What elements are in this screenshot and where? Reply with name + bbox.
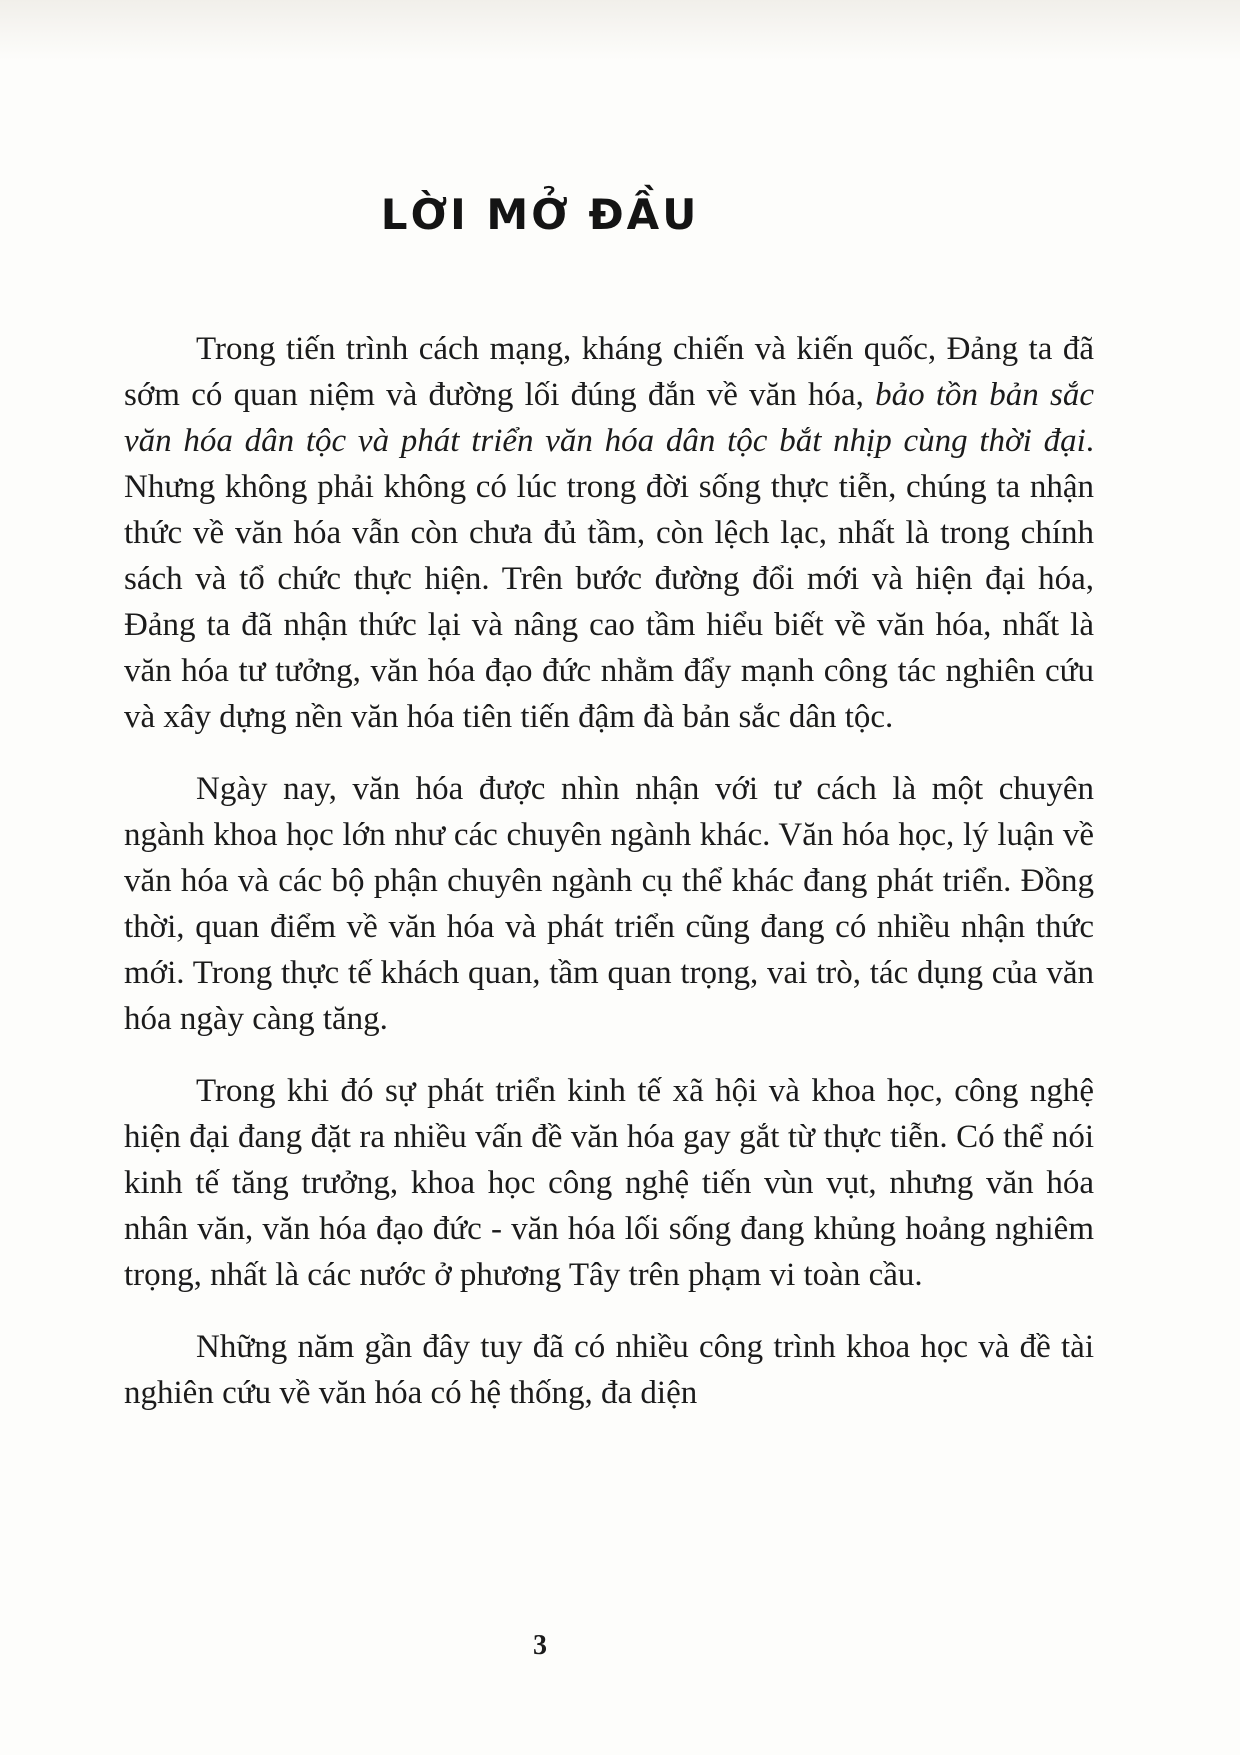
paragraph-1-end: . Nhưng không phải không có lúc trong đời sống thực tiễn, chúng ta nhận thức về văn hóa vẫn còn chưa đủ tầm, còn lệch lạc, nhất là trong chính sách và tổ chức thực hiện. Trên bước đường đổi mới và hiện đại hóa, Đảng ta đã nhận thức lại và nâng cao tầm hiểu biết về văn hóa, nhất là văn hóa tư tưởng, văn hóa đạo đức nhằm đẩy mạnh công tác nghiên cứu và xây dựng nền văn hóa tiên tiến đậm đà bản sắc dân tộc. <box>124 423 1094 735</box>
scan-shadow <box>0 0 1240 60</box>
paragraph-1-emphasis: bảo tồn bản sắc văn hóa dân tộc và phát triển văn hóa dân tộc bắt nhịp cùng thời đại <box>124 377 1094 459</box>
chapter-title: LỜI MỞ ĐẦU <box>380 190 700 239</box>
paragraph-3: Trong khi đó sự phát triển kinh tế xã hội và khoa học, công nghệ hiện đại đang đặt ra nhiều vấn đề văn hóa gay gắt từ thực tiễn. Có thể nói kinh tế tăng trưởng, khoa học công nghệ tiến vùn vụt, nhưng văn hóa nhân văn, văn hóa đạo đức - văn hóa lối sống đang khủng hoảng nghiêm trọng, nhất là các nước ở phương Tây trên phạm vi toàn cầu. <box>124 1073 1094 1293</box>
page-number: 3 <box>533 1630 547 1661</box>
paragraph-4: Những năm gần đây tuy đã có nhiều công trình khoa học và đề tài nghiên cứu về văn hóa có hệ thống, đa diện <box>124 1329 1094 1411</box>
paragraph-2: Ngày nay, văn hóa được nhìn nhận với tư cách là một chuyên ngành khoa học lớn như các chuyên ngành khác. Văn hóa học, lý luận về văn hóa và các bộ phận chuyên ngành cụ thể khác đang phát triển. Đồng thời, quan điểm về văn hóa và phát triển cũng đang có nhiều nhận thức mới. Trong thực tế khách quan, tầm quan trọng, vai trò, tác dụng của văn hóa ngày càng tăng. <box>124 771 1094 1037</box>
body-text <box>124 326 1094 1442</box>
paragraph-1 <box>124 326 1094 740</box>
paragraph-1-start: Trong tiến trình cách mạng, kháng chiến và kiến quốc, Đảng ta đã sớm có quan niệm và đường lối đúng đắn về văn hóa, <box>124 331 1094 413</box>
